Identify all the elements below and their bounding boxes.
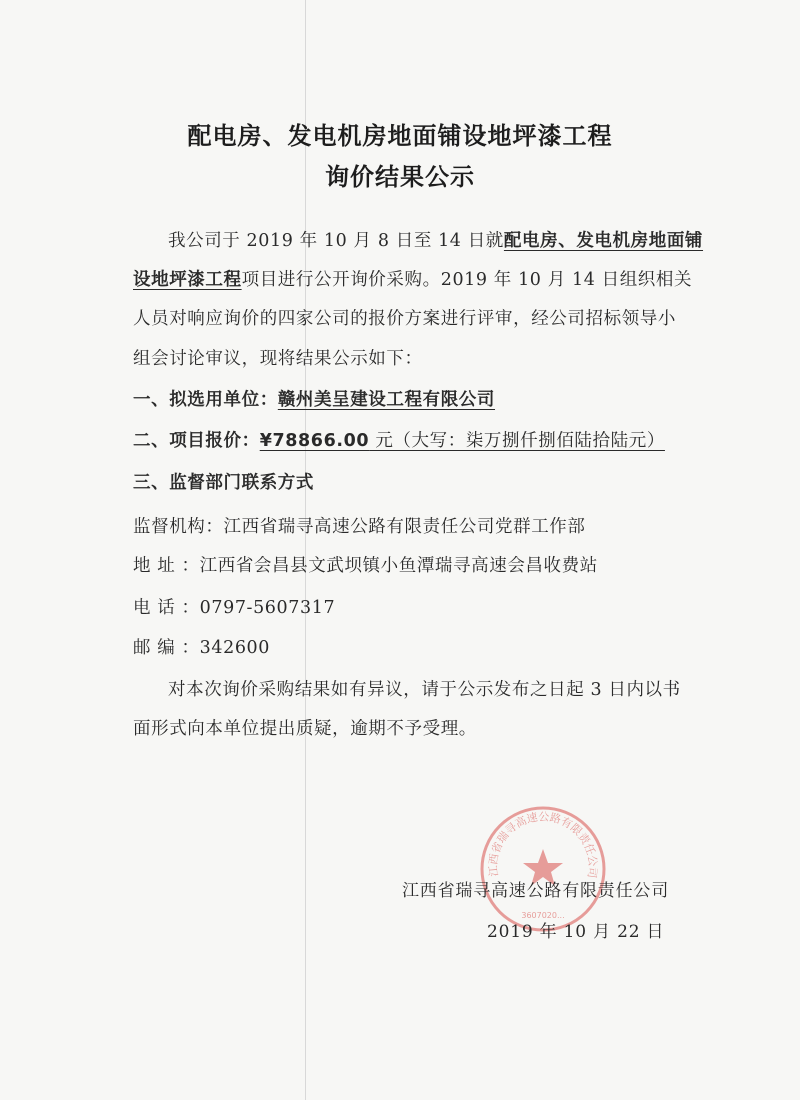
project-name-part1: 配电房、发电机房地面铺 xyxy=(503,231,704,251)
company-seal xyxy=(478,804,608,934)
p1-text: 我公司于 2019 年 10 月 8 日至 14 日就 xyxy=(168,231,504,251)
address-line: 地 址 ：江西省会昌县文武坝镇小鱼潭瑞寻高速会昌收费站 xyxy=(133,556,598,576)
zip-line: 邮 编 ：342600 xyxy=(133,638,271,658)
signature-date: 2019 年 10 月 22 日 xyxy=(487,922,665,942)
section-contact xyxy=(133,469,314,494)
project-name-part2: 设地坪漆工程 xyxy=(133,270,242,290)
section-quote xyxy=(133,427,665,452)
phone-line: 电 话 ：0797-5607317 xyxy=(133,598,336,618)
document-title-line1: 配电房、发电机房地面铺设地坪漆工程 xyxy=(187,122,613,150)
quote-label: 二、项目报价： xyxy=(133,431,260,451)
quote-amount-words: 元（大写：柒万捌仟捌佰陆拾陆元） xyxy=(369,431,665,451)
document-title-line2: 询价结果公示 xyxy=(325,163,475,191)
p2-text: 项目进行公开询价采购。2019 年 10 月 14 日组织相关 xyxy=(241,270,693,290)
objection-line-2: 面形式向本单位提出质疑，逾期不予受理。 xyxy=(133,719,477,739)
paragraph-line-1 xyxy=(168,227,703,252)
paragraph-line-2 xyxy=(133,266,692,291)
paragraph-line-3: 人员对响应询价的四家公司的报价方案进行评审，经公司招标领导小 xyxy=(133,309,676,329)
contact-heading: 三、监督部门联系方式 xyxy=(133,473,314,493)
selected-unit-label: 一、拟选用单位： xyxy=(133,390,278,410)
agency-line: 监督机构：江西省瑞寻高速公路有限责任公司党群工作部 xyxy=(133,517,586,537)
signature-company: 江西省瑞寻高速公路有限责任公司 xyxy=(402,881,669,901)
objection-line-1: 对本次询价采购结果如有异议，请于公示发布之日起 3 日内以书 xyxy=(168,680,681,700)
paragraph-line-4: 组会讨论审议，现将结果公示如下： xyxy=(133,349,423,369)
selected-unit-value: 赣州美呈建设工程有限公司 xyxy=(277,390,496,410)
quote-amount: ¥78866.00 xyxy=(259,431,370,451)
seal-ring-text: 江西省瑞寻高速公路有限责任公司 xyxy=(486,810,600,879)
section-selected-unit xyxy=(133,386,495,411)
seal-bottom-code: 3607020... xyxy=(521,911,565,920)
